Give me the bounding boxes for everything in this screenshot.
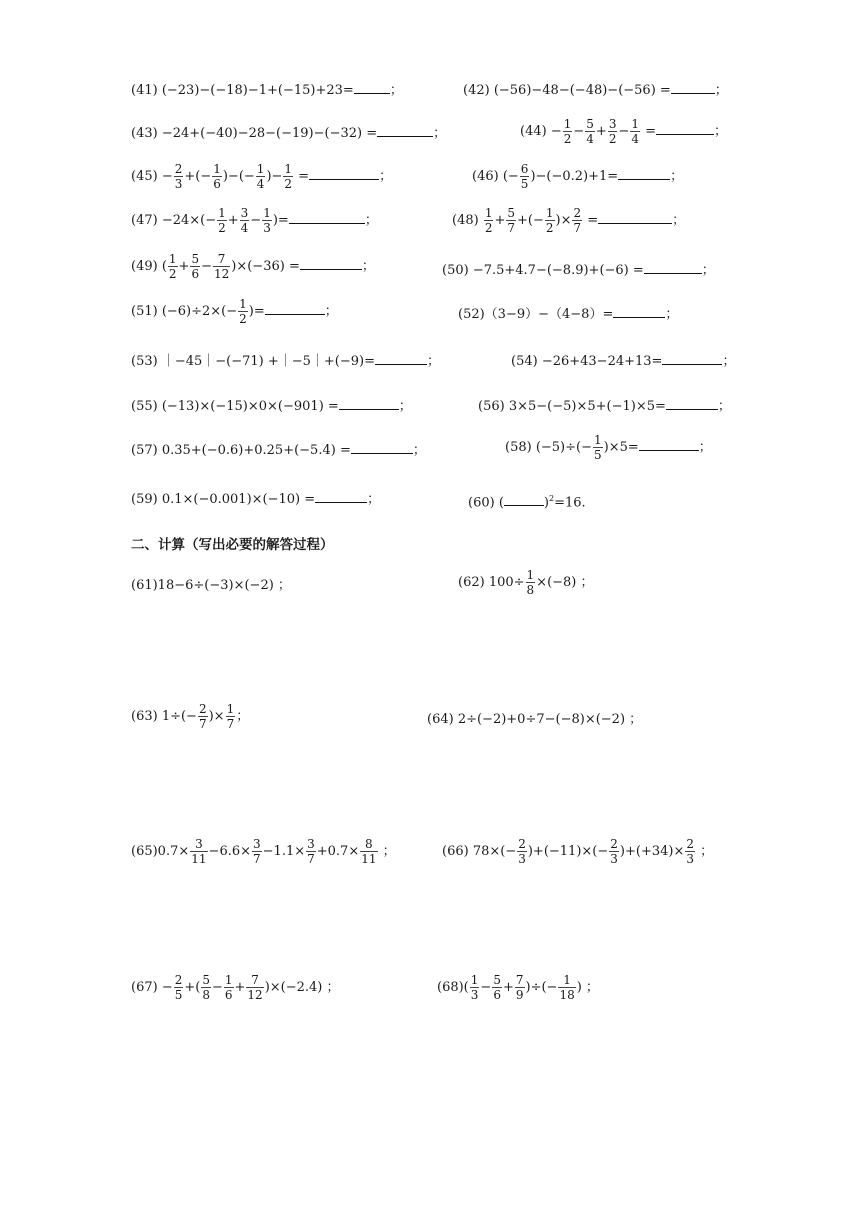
answer-blank[interactable] <box>598 211 672 224</box>
answer-blank[interactable] <box>289 211 365 224</box>
operator: − <box>250 213 262 228</box>
answer-blank[interactable] <box>309 167 379 180</box>
operator: − <box>201 259 212 274</box>
punct: ； <box>361 259 375 274</box>
problem-label: (67) − <box>131 980 173 995</box>
problem-67 <box>131 973 340 1002</box>
denominator: 8 <box>202 988 210 1002</box>
denominator: 2 <box>218 221 226 235</box>
answer-blank[interactable] <box>671 81 715 94</box>
operator: = <box>294 169 310 184</box>
fraction <box>593 433 603 462</box>
denominator: 6 <box>213 177 221 191</box>
problem-66 <box>442 837 713 866</box>
denominator: 7 <box>253 852 261 866</box>
numerator: 3 <box>190 837 207 852</box>
answer-blank[interactable] <box>375 352 427 365</box>
problem-49 <box>131 252 375 281</box>
answer-blank[interactable] <box>662 352 722 365</box>
numerator: 1 <box>239 297 247 311</box>
problem-label: (58) (−5)÷(− <box>505 440 592 455</box>
fraction <box>506 206 516 235</box>
problem-label: (48) <box>452 213 483 228</box>
answer-blank[interactable] <box>656 122 714 135</box>
answer-blank[interactable] <box>339 397 399 410</box>
operator: )×5= <box>603 440 639 455</box>
numerator: 3 <box>253 837 261 851</box>
numerator: 2 <box>686 837 694 851</box>
problem-label: (47) −24×(− <box>131 213 217 228</box>
denominator: 3 <box>610 852 618 866</box>
numerator: 1 <box>631 117 639 131</box>
answer-blank[interactable] <box>504 493 544 506</box>
fraction <box>526 568 536 597</box>
punct: ； <box>714 83 728 98</box>
problem-42-text: (42) (−56)−48−(−48)−(−56) = <box>463 83 671 98</box>
numerator: 2 <box>174 162 183 176</box>
operator: + <box>178 259 190 274</box>
denominator: 7 <box>198 717 207 731</box>
problem-59-text: (59) 0.1×(−0.001)×(−10) = <box>131 492 316 507</box>
punct: ； <box>236 709 250 724</box>
fraction <box>201 973 211 1002</box>
denominator: 6 <box>191 267 200 281</box>
problem-43-text: (43) −24+(−40)−28−(−19)−(−32) = <box>131 126 378 141</box>
problem-57 <box>131 441 426 460</box>
operator: )= <box>272 213 289 228</box>
fraction <box>190 252 200 281</box>
denominator: 2 <box>168 267 177 281</box>
fraction <box>484 206 494 235</box>
problem-45 <box>131 162 392 191</box>
problem-42 <box>463 81 728 100</box>
punct: ； <box>670 169 684 184</box>
operator: )× <box>208 709 225 724</box>
fraction <box>190 837 207 866</box>
numerator: 5 <box>586 117 594 131</box>
fraction <box>256 162 266 191</box>
operator: +( <box>184 980 201 995</box>
numerator: 7 <box>515 973 524 987</box>
numerator: 1 <box>593 433 602 447</box>
operator: −1.1× <box>262 844 306 859</box>
problem-label: (45) − <box>131 169 173 184</box>
numerator: 3 <box>307 837 315 851</box>
problem-67-text: )×(−2.4) ； <box>264 980 340 995</box>
fraction <box>685 837 695 866</box>
exponent: 2 <box>548 494 555 503</box>
fraction <box>240 206 250 235</box>
fraction <box>168 252 178 281</box>
fraction <box>608 117 618 146</box>
problem-50-text: (50) −7.5+4.7−(−8.9)+(−6) = <box>442 263 644 278</box>
answer-blank[interactable] <box>613 305 665 318</box>
numerator: 6 <box>520 162 529 176</box>
answer-blank[interactable] <box>300 257 362 270</box>
denominator: 2 <box>284 177 293 191</box>
problem-51 <box>131 297 338 326</box>
denominator: 7 <box>307 852 315 866</box>
operator: )+(+34)× <box>619 844 685 859</box>
numerator: 7 <box>213 252 230 267</box>
denominator: 18 <box>559 988 575 1002</box>
problem-label: (63) 1÷(− <box>131 709 197 724</box>
operator: +(− <box>184 169 212 184</box>
operator: +(− <box>517 213 544 228</box>
numerator: 1 <box>563 117 572 131</box>
punct: ； <box>378 844 396 859</box>
punct: ； <box>722 354 736 369</box>
numerator: 7 <box>246 973 263 988</box>
operator: + <box>595 124 607 139</box>
problem-68-text: ) ； <box>576 980 599 995</box>
problem-47 <box>131 206 378 235</box>
problem-48 <box>452 206 685 235</box>
denominator: 9 <box>515 988 524 1002</box>
operator: − <box>573 124 585 139</box>
problem-label: (46) (− <box>472 169 519 184</box>
problem-43 <box>131 124 446 143</box>
fraction <box>517 837 527 866</box>
numerator: 1 <box>284 162 293 176</box>
punct: ； <box>672 213 686 228</box>
punct: ； <box>701 263 715 278</box>
problem-label: (66) 78×(− <box>442 844 517 859</box>
operator: )÷(− <box>525 980 558 995</box>
denominator: 5 <box>174 988 183 1002</box>
punct: ； <box>324 304 338 319</box>
denominator: 2 <box>608 132 617 146</box>
operator: )−(− <box>222 169 255 184</box>
fraction <box>174 162 184 191</box>
punct: ； <box>717 399 731 414</box>
denominator: 11 <box>361 852 377 866</box>
fraction <box>213 252 230 281</box>
denominator: 3 <box>263 221 271 235</box>
problem-64-text: (64) 2÷(−2)+0÷7−(−8)×(−2) ； <box>427 712 643 727</box>
fraction <box>198 702 208 731</box>
punct: ； <box>389 83 403 98</box>
problem-46-text: )−(−0.2)+1= <box>530 169 619 184</box>
numerator: 2 <box>518 837 526 851</box>
fraction <box>238 297 248 326</box>
problem-55-text: (55) (−13)×(−15)×0×(−901) = <box>131 399 339 414</box>
problem-label: (68)( <box>437 980 469 995</box>
denominator: 2 <box>563 132 572 146</box>
fraction <box>563 117 573 146</box>
answer-blank[interactable] <box>618 167 670 180</box>
problem-54-text: (54) −26+43−24+13= <box>511 354 663 369</box>
operator: )× <box>555 213 572 228</box>
fraction <box>174 973 184 1002</box>
numerator: 1 <box>263 206 271 220</box>
punct: ； <box>665 307 679 322</box>
problem-44 <box>520 117 727 146</box>
fraction <box>212 162 222 191</box>
problem-61-text: (61)18−6÷(−3)×(−2) ； <box>131 578 291 593</box>
punct: =16. <box>554 495 586 511</box>
problem-68 <box>437 973 599 1002</box>
operator: + <box>227 213 239 228</box>
numerator: 1 <box>226 702 235 716</box>
punct: ； <box>698 440 712 455</box>
answer-blank[interactable] <box>351 441 413 454</box>
fraction <box>246 973 263 1002</box>
problem-label: (51) (−6)÷2×(− <box>131 304 238 319</box>
denominator: 5 <box>520 177 529 191</box>
denominator: 4 <box>586 132 594 146</box>
numerator: 5 <box>202 973 210 987</box>
operator: )− <box>266 169 283 184</box>
problem-41 <box>131 81 403 100</box>
fraction <box>224 973 234 1002</box>
denominator: 3 <box>470 988 479 1002</box>
denominator: 3 <box>174 177 183 191</box>
denominator: 7 <box>226 717 235 731</box>
operator: +0.7× <box>316 844 360 859</box>
problem-63 <box>131 702 249 731</box>
operator: )= <box>248 304 265 319</box>
punct: ； <box>433 126 447 141</box>
fraction <box>283 162 293 191</box>
problem-62-text: ×(−8) ； <box>536 575 594 590</box>
operator: −6.6× <box>208 844 252 859</box>
punct: ； <box>379 169 393 184</box>
fraction <box>306 837 316 866</box>
problem-56 <box>478 397 731 416</box>
numerator: 1 <box>224 973 233 987</box>
numerator: 1 <box>213 162 221 176</box>
operator: + <box>234 980 246 995</box>
answer-blank[interactable] <box>377 124 433 137</box>
problem-52-text: (52)（3−9）−（4−8）= <box>458 307 614 322</box>
denominator: 2 <box>545 221 554 235</box>
problem-label: (49) ( <box>131 259 167 274</box>
problem-50 <box>442 261 715 280</box>
problem-60-text: (60) ( <box>468 495 504 511</box>
numerator: 1 <box>526 568 535 582</box>
operator: = <box>641 124 657 139</box>
fraction <box>545 206 555 235</box>
operator: − <box>618 124 630 139</box>
numerator: 5 <box>191 252 200 266</box>
numerator: 3 <box>240 206 249 220</box>
numerator: 2 <box>610 837 618 851</box>
operator: = <box>583 213 599 228</box>
problem-53 <box>131 352 440 371</box>
problem-59 <box>131 490 380 509</box>
operator: + <box>502 980 514 995</box>
fraction <box>630 117 640 146</box>
denominator: 7 <box>507 221 516 235</box>
problem-65 <box>131 837 396 866</box>
punct: ； <box>367 492 381 507</box>
problem-label: (62) 100÷ <box>458 575 525 590</box>
fraction <box>585 117 595 146</box>
problem-64 <box>427 711 642 729</box>
fraction <box>520 162 530 191</box>
problem-61 <box>131 577 291 595</box>
operator: − <box>211 980 223 995</box>
fraction <box>252 837 262 866</box>
numerator: 1 <box>168 252 177 266</box>
fraction <box>360 837 377 866</box>
problem-60 <box>468 490 586 512</box>
answer-blank[interactable] <box>666 397 718 410</box>
denominator: 2 <box>484 221 493 235</box>
denominator: 6 <box>224 988 233 1002</box>
numerator: 1 <box>256 162 265 176</box>
punct: ； <box>427 354 441 369</box>
numerator: 2 <box>573 206 582 220</box>
numerator: 5 <box>493 973 501 987</box>
denominator: 11 <box>191 852 207 866</box>
problem-label: (65)0.7× <box>131 844 190 859</box>
fraction <box>226 702 236 731</box>
denominator: 3 <box>686 852 694 866</box>
denominator: 4 <box>240 221 249 235</box>
denominator: 3 <box>518 852 526 866</box>
denominator: 2 <box>239 312 247 326</box>
problem-62 <box>458 568 594 597</box>
answer-blank[interactable] <box>644 261 702 274</box>
denominator: 4 <box>256 177 265 191</box>
fraction <box>470 973 480 1002</box>
fraction <box>609 837 619 866</box>
numerator: 1 <box>470 973 479 987</box>
problem-56-text: (56) 3×5−(−5)×5+(−1)×5= <box>478 399 666 414</box>
numerator: 8 <box>360 837 377 852</box>
numerator: 5 <box>507 206 516 220</box>
section-heading: 二、计算（写出必要的解答过程） <box>131 537 334 553</box>
fraction <box>558 973 575 1002</box>
punct: ； <box>695 844 714 859</box>
numerator: 1 <box>218 206 226 220</box>
numerator: 2 <box>198 702 207 716</box>
problem-label: (44) − <box>520 124 562 139</box>
fraction <box>515 973 525 1002</box>
operator: + <box>494 213 506 228</box>
fraction <box>572 206 582 235</box>
fraction <box>217 206 227 235</box>
denominator: 5 <box>593 448 602 462</box>
answer-blank[interactable] <box>639 438 699 451</box>
problem-52 <box>458 305 678 324</box>
answer-blank[interactable] <box>354 81 390 94</box>
problem-55 <box>131 397 412 416</box>
problem-54 <box>511 352 735 371</box>
problem-57-text: (57) 0.35+(−0.6)+0.25+(−5.4) = <box>131 443 351 458</box>
numerator: 1 <box>545 206 554 220</box>
fraction <box>262 206 272 235</box>
punct: ； <box>398 399 412 414</box>
denominator: 12 <box>213 267 230 281</box>
denominator: 12 <box>247 988 263 1002</box>
problem-41-text: (41) (−23)−(−18)−1+(−15)+23= <box>131 83 354 98</box>
answer-blank[interactable] <box>315 490 367 503</box>
answer-blank[interactable] <box>265 302 325 315</box>
numerator: 2 <box>174 973 183 987</box>
punct: ； <box>412 443 426 458</box>
punct: ； <box>364 213 378 228</box>
operator: )+(−11)×(− <box>527 844 609 859</box>
problem-49-text: )×(−36) = <box>231 259 300 274</box>
punct: ； <box>714 124 728 139</box>
operator: ) <box>543 495 549 511</box>
denominator: 7 <box>573 221 582 235</box>
operator: − <box>480 980 492 995</box>
denominator: 6 <box>493 988 501 1002</box>
numerator: 1 <box>558 973 575 988</box>
numerator: 1 <box>484 206 493 220</box>
problem-58 <box>505 433 712 462</box>
denominator: 8 <box>526 583 535 597</box>
numerator: 3 <box>608 117 617 131</box>
problem-46 <box>472 162 683 191</box>
problem-53-text: (53) ｜−45｜−(−71) +｜−5｜+(−9)= <box>131 354 376 369</box>
fraction <box>492 973 502 1002</box>
denominator: 4 <box>631 132 639 146</box>
